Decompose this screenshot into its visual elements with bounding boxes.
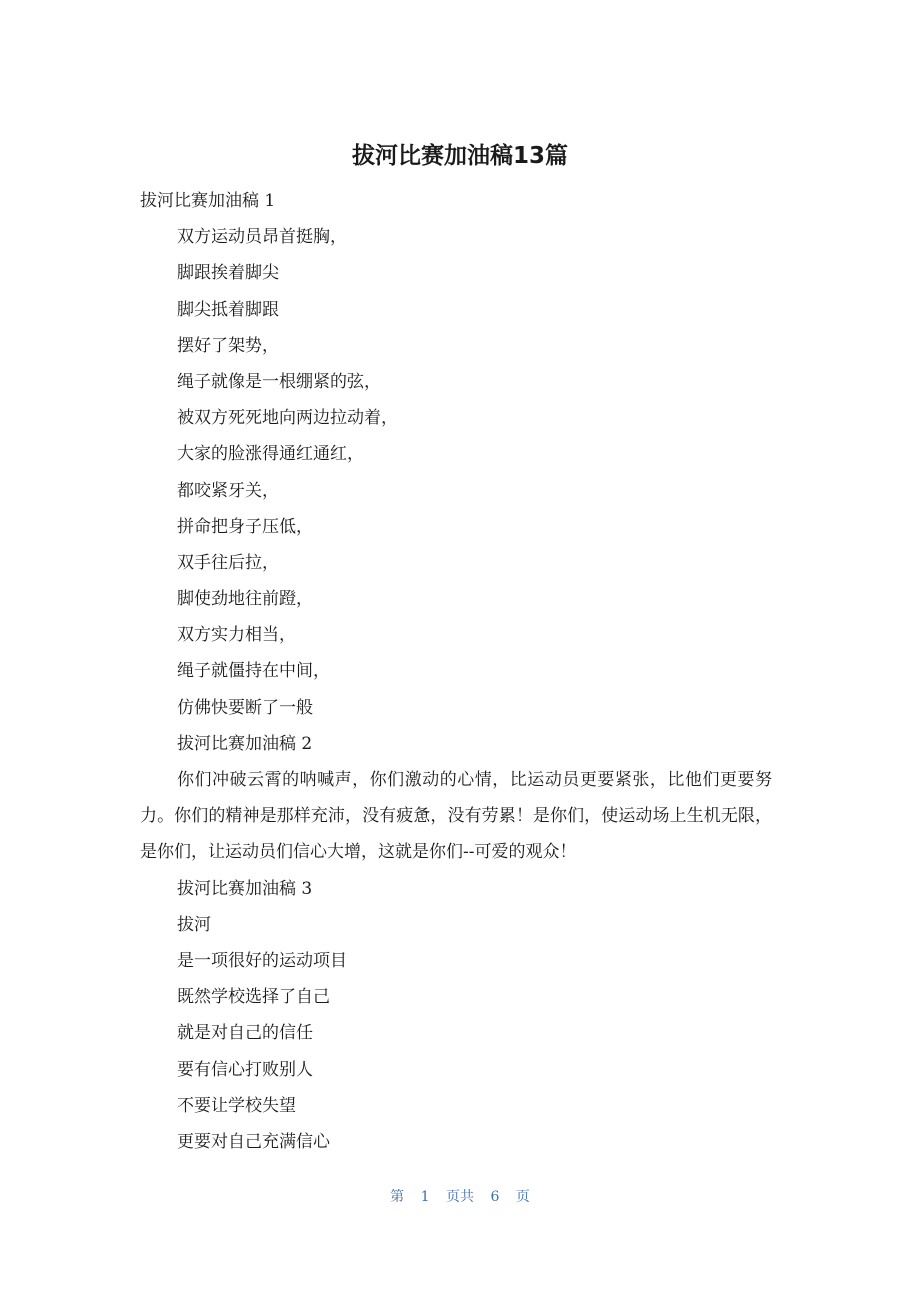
text-line: 双手往后拉， [177, 552, 279, 573]
text-line: 要有信心打败别人 [177, 1059, 313, 1080]
text-line: 拼命把身子压低， [177, 516, 313, 537]
text-line: 绳子就僵持在中间， [177, 661, 330, 682]
text-line: 大家的脸涨得通红通红， [177, 444, 364, 465]
text-line: 双方实力相当， [177, 625, 296, 646]
text-line: 都咬紧牙关， [177, 480, 279, 501]
section-heading: 拔河比赛加油稿 2 [177, 733, 313, 754]
paragraph: 你们冲破云霄的呐喊声，你们激动的心情，比运动员更要紧张，比他们更要努力。你们的精神是那样充沛，没有疲惫，没有劳累！是你们，使运动场上生机无限，是你们，让运动员们信心大增，这就是你们--可爱的观众！ [140, 770, 772, 863]
text-line: 绳子就像是一根绷紧的弦， [177, 371, 381, 392]
text-line: 脚使劲地往前蹬， [177, 589, 313, 610]
text-line: 仿佛快要断了一般 [177, 697, 313, 718]
section-heading: 拔河比赛加油稿 1 [140, 191, 276, 211]
document-body [140, 183, 772, 1160]
text-line: 脚尖抵着脚跟 [177, 299, 279, 320]
footer-word-ye-gong: 页共 [446, 1189, 474, 1205]
text-line: 是一项很好的运动项目 [177, 950, 347, 971]
section-heading: 拔河比赛加油稿 3 [177, 878, 313, 899]
footer-current-page: 1 [420, 1189, 430, 1205]
footer-word-di: 第 [390, 1189, 405, 1205]
text-line: 摆好了架势， [177, 335, 279, 356]
text-line: 拔河 [177, 914, 211, 935]
text-line: 就是对自己的信任 [177, 1023, 313, 1044]
text-line: 更要对自己充满信心 [177, 1131, 330, 1152]
section-3-lines [140, 907, 772, 1160]
footer-total-pages: 6 [490, 1189, 500, 1205]
text-line: 不要让学校失望 [177, 1095, 296, 1116]
document-title: 拔河比赛加油稿13篇 [351, 143, 568, 169]
text-line: 被双方死死地向两边拉动着， [177, 408, 398, 429]
section-1-lines [140, 219, 772, 726]
footer-word-ye: 页 [515, 1189, 530, 1205]
page-footer [0, 1186, 920, 1206]
text-line: 双方运动员昂首挺胸， [177, 227, 347, 248]
text-line: 脚跟挨着脚尖 [177, 263, 279, 284]
text-line: 既然学校选择了自己 [177, 987, 330, 1008]
